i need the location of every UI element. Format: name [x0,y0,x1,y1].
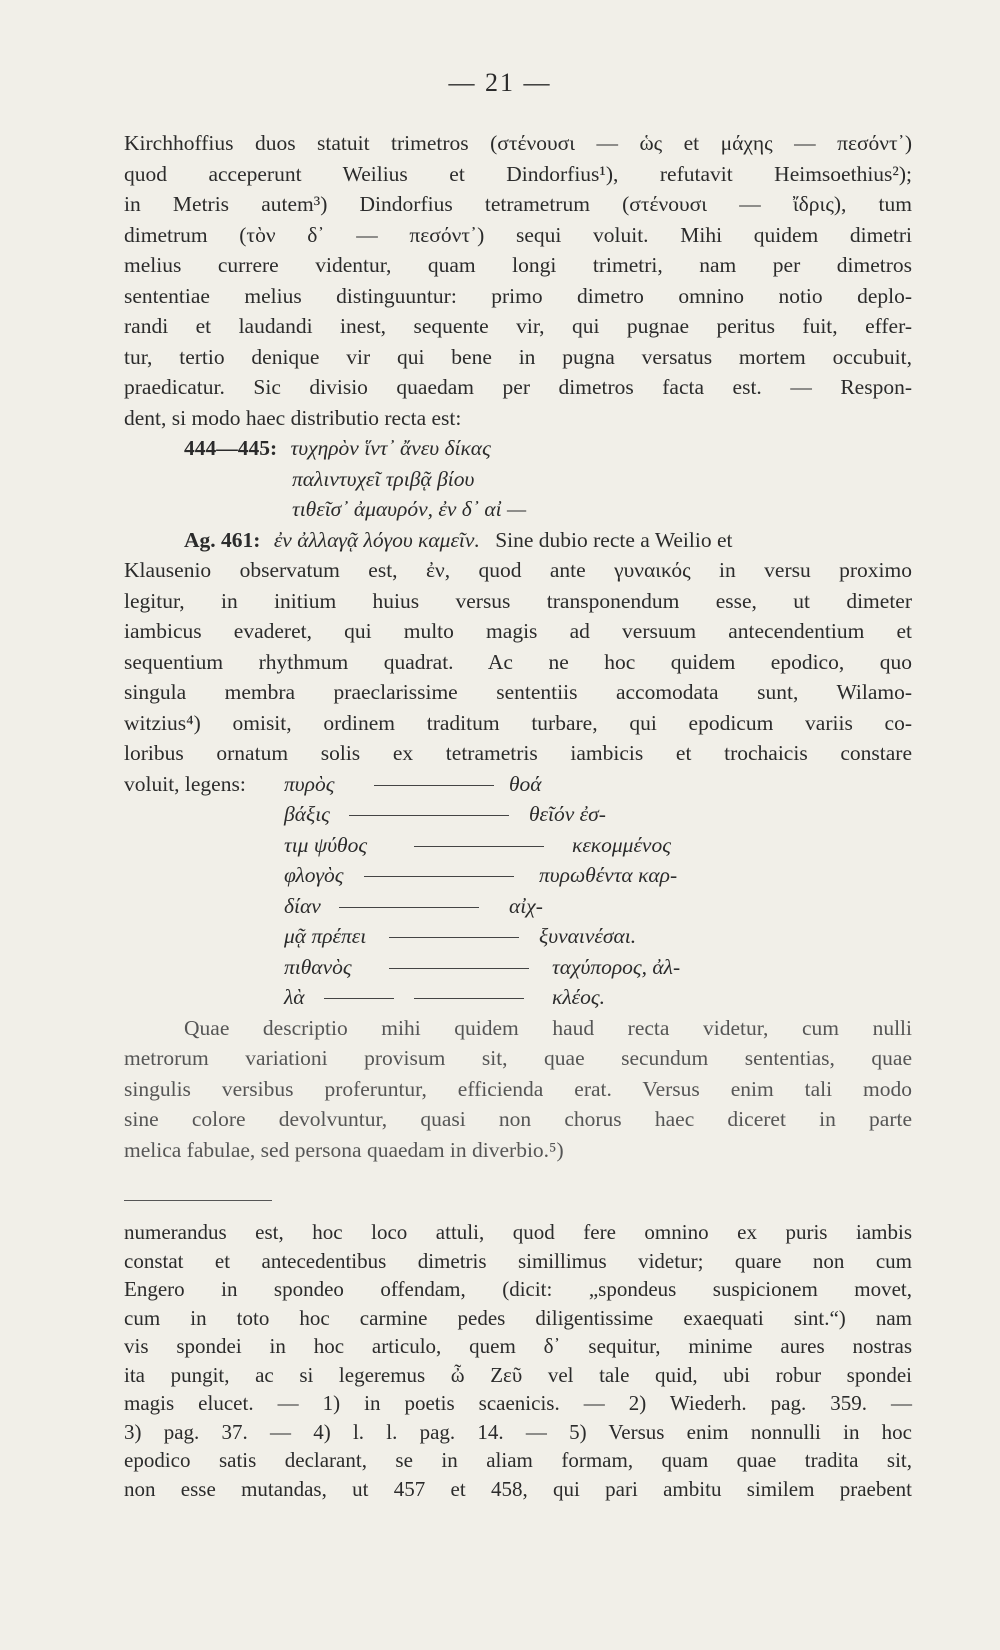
scheme-right: κλέος. [552,985,605,1009]
scheme-right: αἰχ- [509,893,543,918]
scheme-right: ξυναινέσαι. [539,924,637,948]
text-line: tur, tertio denique vir qui bene in pugna versatus mortem occubuit, [124,344,912,369]
scheme-row [124,952,912,983]
verse-line [124,464,912,495]
scheme-left: πυρὸς [284,771,335,796]
text-line: loribus ornatum solis ex tetrametris iambicis et trochaicis constare [124,741,912,765]
text-line: Kirchhoffius duos statuit trimetros (στένουσι — ὡς et μάχης — πεσόντ᾽) [124,131,912,155]
scheme-dash [389,937,519,938]
footnote-line: Engero in spondeo offendam, (dicit: „spondeus suspicionem movet, [124,1277,912,1301]
greek-verse: παλιντυχεῖ τριβᾷ βίου [292,466,475,491]
footnotes [124,1218,912,1503]
text-line: dimetrum (τὸν δ᾽ — πεσόντ᾽) sequi voluit. Mihi quidem dimetri [124,222,912,247]
text-line: sine colore devolvuntur, quasi non chorus haec diceret in parte [124,1107,912,1131]
scheme-row [124,891,912,922]
scheme-dash [389,968,529,969]
text-line: sententiae melius distinguuntur: primo dimetro omnino notio deplo- [124,283,912,308]
footnote-line: numerandus est, hoc loco attuli, quod fere omnino ex puris iambis [124,1220,912,1244]
scheme-right: θοά [509,771,542,796]
text-line: sequentium rhythmum quadrat. Ac ne hoc quidem epodico, quo [124,649,912,674]
verse-reference: Ag. 461: [184,527,261,552]
scheme-dash [339,907,479,908]
scheme-dash [414,998,524,999]
footnote-line: constat et antecedentibus dimetris simillimus videtur; quare non cum [124,1248,912,1273]
scheme-right: πυρωθέντα καρ- [539,863,678,887]
scheme-left: λὰ [284,985,305,1009]
scheme-dash [374,785,494,786]
greek-verse: ἐν ἀλλαγᾷ λόγου καμεῖν. [273,527,480,552]
text-line: singulis versibus proferuntur, efficienda erat. Versus enim tali modo [124,1076,912,1101]
greek-verse: τυχηρὸν ἵντ᾽ ἄνευ δίκας [290,436,491,460]
text-line: singula membra praeclarissime sententiis accomodata sunt, Wilamo- [124,680,912,704]
scheme-right: θεῖόν ἐσ- [529,802,606,826]
scheme-dash [349,815,509,816]
verse-line [124,433,912,464]
text-line: randi et laudandi inest, sequente vir, qui pugnae peritus fuit, effer- [124,314,912,338]
footnote-line: epodico satis declarant, se in aliam formam, quam quae tradita sit, [124,1448,912,1472]
text-line: legitur, in initium huius versus transponendum esse, ut dimeter [124,588,912,613]
scheme-row [124,769,912,800]
scheme-left: δίαν [284,893,321,918]
text-line: praedicatur. Sic divisio quaedam per dimetros facta est. — Respon- [124,375,912,399]
text-fragment: Sine dubio recte a Weilio et [495,527,733,552]
verse-line [124,525,912,556]
footnote-line: vis spondei in hoc articulo, quem δ᾽ sequitur, minime aures nostras [124,1334,912,1358]
footnote-line: 3) pag. 37. — 4) l. l. pag. 14. — 5) Versus enim nonnulli in hoc [124,1419,912,1444]
text-line: witzius⁴) omisit, ordinem traditum turbare, qui epodicum variis co- [124,710,912,735]
scheme-intro: voluit, legens: [124,771,246,796]
scheme-row [124,830,912,861]
scheme-left: φλογὸς [284,863,344,887]
scheme-row [124,982,912,1013]
footnote-line: magis elucet. — 1) in poetis scaenicis. — 2) Wiederh. pag. 359. — [124,1391,912,1415]
footnote-line: ita pungit, ac si legeremus ὦ Ζεῦ vel tale quid, ubi robur spondei [124,1362,912,1387]
verse-reference: 444—445: [184,436,278,460]
text-line: dent, si modo haec distributio recta est: [124,405,462,430]
text-line: metrorum variationi provisum sit, quae secundum sententias, quae [124,1046,912,1070]
scheme-row [124,860,912,891]
scheme-dash [414,846,544,847]
text-line: in Metris autem³) Dindorfius tetrametrum (στένουσι — ἴδρις), tum [124,192,912,216]
main-text [124,128,912,1165]
scheme-left: μᾷ πρέπει [284,924,367,948]
text-line: Klausenio observatum est, ἐν, quod ante γυναικός in versu proximo [124,558,912,582]
text-line: melica fabulae, sed persona quaedam in diverbio.⁵) [124,1137,564,1162]
text-line: Quae descriptio mihi quidem haud recta videtur, cum nulli [184,1015,912,1040]
text-line: iambicus evaderet, qui multo magis ad versuum antecendentium et [124,619,912,643]
page-number: — 21 — [448,68,552,97]
footnote-line: cum in toto hoc carmine pedes diligentissime exaequati sint.“) nam [124,1305,912,1330]
scheme-right: κεκομμένος [572,832,671,857]
scheme-right: ταχύπορος, ἀλ- [552,954,681,979]
footnote-separator [124,1200,272,1201]
scheme-dash [324,998,394,999]
verse-line [124,494,912,525]
scheme-left: τιμ ψύθος [284,832,368,857]
footnote-line: non esse mutandas, ut 457 et 458, qui pari ambitu similem praebent [124,1476,912,1501]
scheme-row [124,799,912,830]
scheme-left: βάξις [284,802,330,826]
text-line: melius currere videntur, quam longi trimetri, nam per dimetros [124,253,912,277]
text-line: quod acceperunt Weilius et Dindorfius¹), refutavit Heimsoethius²); [124,161,912,186]
scheme-left: πιθανὸς [284,954,352,979]
greek-verse: τιθεῖσ᾽ ἀμαυρόν, ἐν δ᾽ αἰ — [292,497,527,521]
scheme-dash [364,876,514,877]
scheme-row [124,921,912,952]
